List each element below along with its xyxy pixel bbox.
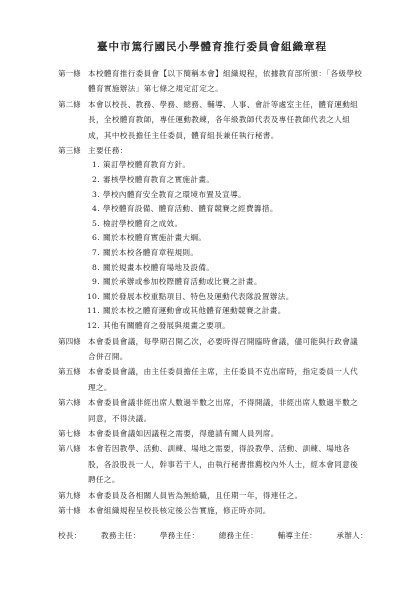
article-text: 本會若因教學、活動、訓練、場地之需要，得設教學、活動、訓練、場地各股，各設股長一人，幹事若干人，由執行秘書推薦校內外人士，經本會同意後聘任之。 — [88, 444, 359, 485]
article-text: 本會委員會議，由主任委員擔任主席，主任委員不克出席時，指定委員一人代理之。 — [88, 367, 359, 392]
task-list — [80, 158, 366, 333]
article-number: 第二條 — [58, 99, 81, 109]
signature-general-affairs-director: 總務主任： — [218, 531, 259, 540]
list-item: 7. 關於本校各體育章程規則。 — [92, 248, 199, 257]
list-item: 12. 其他有關體育之發展與規畫之要項。 — [86, 320, 231, 330]
article-1 — [58, 66, 366, 97]
article-8 — [58, 441, 366, 487]
article-number: 第十條 — [58, 506, 81, 516]
list-item: 8. 關於規畫本校體育場地及設備。 — [92, 262, 215, 272]
article-number: 第五條 — [58, 367, 81, 377]
article-9 — [58, 488, 366, 503]
article-7 — [58, 426, 366, 441]
article-number: 第三條 — [58, 146, 81, 156]
list-item: 9. 關於承辦或參加校際體育活動或比賽之計畫。 — [92, 277, 262, 287]
signature-handler: 承辦人： — [336, 531, 368, 540]
article-text: 本會委員會議，每學期召開乙次，必要時得召開臨時會議，儘可能與行政會議合併召開。 — [88, 336, 359, 361]
article-number: 第一條 — [58, 69, 81, 78]
article-text: 本校體育推行委員會【以下簡稱本會】組織規程，依據教育部所頒：「各級學校體育實施辦法」第七條之規定訂定之。 — [88, 69, 363, 94]
article-number: 第六條 — [58, 398, 81, 408]
signature-counseling-director: 輔導主任： — [277, 531, 317, 540]
list-item: 1. 策訂學校體育教育方針。 — [92, 160, 191, 170]
signature-line — [58, 530, 368, 541]
signature-academic-director: 教務主任： — [101, 531, 141, 540]
article-text: 本會委員會議如因議程之需要，得邀請有關人員列席。 — [88, 429, 279, 438]
article-text: 本會組織規程呈校長核定後公告實施，修正時亦同。 — [88, 506, 271, 516]
list-item: 3. 學校內體育安全教育之環境布置及宣導。 — [92, 189, 246, 199]
article-4 — [58, 334, 366, 365]
signature-student-affairs-director: 學務主任： — [159, 531, 200, 540]
article-text: 本會委員會議非經出席人數過半數之出席，不得開議，非經出席人數過半數之同意，不得決議。 — [88, 398, 359, 423]
article-number: 第八條 — [58, 444, 81, 454]
article-5 — [58, 364, 366, 395]
list-item: 10. 關於發展本校重點項目、特色及運動代表隊設置辦法。 — [86, 291, 294, 301]
list-item: 5. 檢討學校體育之成效。 — [92, 218, 183, 228]
document-title: 臺中市篤行國民小學體育推行委員會組織章程 — [97, 41, 327, 53]
article-text: 主要任務： — [88, 146, 128, 156]
article-number: 第七條 — [58, 429, 81, 438]
list-item: 11. 關於本校之體育運動會或其他體育運動競賽之計畫。 — [86, 306, 286, 316]
article-6 — [58, 395, 366, 426]
signature-principal: 校長： — [58, 531, 82, 540]
list-item: 6. 關於本校體育實施計畫大綱。 — [92, 233, 207, 243]
article-3 — [58, 143, 366, 158]
list-item: 4. 學校體育設備、體育活動、體育競賽之經費籌措。 — [92, 204, 278, 214]
article-text: 本會以校長、教務、學務、總務、輔導、人事、會計等處室主任，體育運動組長，全校體育教師，專任運動教練，各年級教師代表及專任教師代表之人組成，其中校長擔任主任委員，體育組長兼任執行秘書。 — [88, 99, 359, 140]
article-2 — [58, 97, 366, 143]
list-item: 2. 審核學校體育教育之實施計畫。 — [92, 175, 215, 185]
article-number: 第四條 — [58, 336, 81, 346]
article-10 — [58, 503, 366, 518]
article-text: 本會委員及各相關人員皆為無給職，且任期一年，得連任之。 — [88, 490, 303, 500]
article-number: 第九條 — [58, 490, 81, 500]
